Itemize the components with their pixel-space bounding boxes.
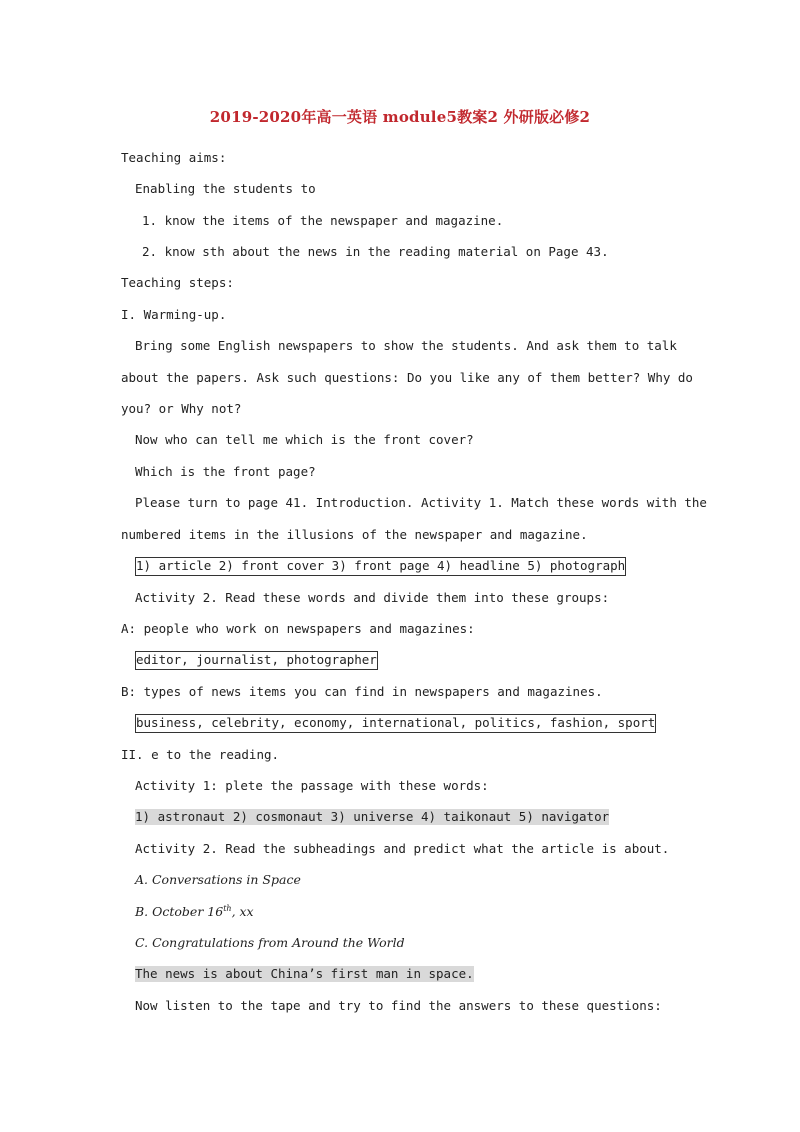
subheading: A. Conversations in Space xyxy=(135,872,301,887)
text-line: Now who can tell me which is the front cover? xyxy=(135,432,474,447)
group-label: A: people who work on newspapers and magazines: xyxy=(121,621,475,636)
text-line: Which is the front page? xyxy=(135,464,316,479)
text-line: Activity 2. Read these words and divide them into these groups: xyxy=(135,590,610,605)
text-line: Now listen to the tape and try to find the answers to these questions: xyxy=(135,998,662,1013)
word-list-shaded: 1) astronaut 2) cosmonaut 3) universe 4) taikonaut 5) navigator xyxy=(135,809,610,824)
paragraph-line: numbered items in the illusions of the newspaper and magazine. xyxy=(121,527,588,542)
paragraph-line: about the papers. Ask such questions: Do you like any of them better? Why do xyxy=(121,370,693,385)
subheading-text: B. October 16 xyxy=(135,904,224,919)
section-heading: I. Warming-up. xyxy=(121,307,227,322)
prediction-shaded: The news is about China’s first man in space. xyxy=(135,966,474,981)
section-heading: II. e to the reading. xyxy=(121,747,280,762)
text-line: Enabling the students to xyxy=(135,181,316,196)
subheading-text: , xx xyxy=(231,904,254,919)
aim-item: 1. know the items of the newspaper and magazine. xyxy=(142,213,504,228)
word-box: 1) article 2) front cover 3) front page 4) headline 5) photograph xyxy=(135,557,626,576)
word-box: business, celebrity, economy, international, politics, fashion, sport xyxy=(135,714,656,733)
subheading xyxy=(135,904,254,920)
text-line: Activity 2. Read the subheadings and predict what the article is about. xyxy=(135,841,670,856)
superscript: th xyxy=(223,903,232,913)
aim-item: 2. know sth about the news in the reading material on Page 43. xyxy=(142,244,609,259)
word-box: editor, journalist, photographer xyxy=(135,651,378,670)
paragraph-line: you? or Why not? xyxy=(121,401,242,416)
subheading: C. Congratulations from Around the World xyxy=(135,935,405,950)
teaching-steps-heading: Teaching steps: xyxy=(121,275,234,290)
teaching-aims-heading: Teaching aims: xyxy=(121,150,227,165)
group-label: B: types of news items you can find in newspapers and magazines. xyxy=(121,684,603,699)
paragraph-line: Please turn to page 41. Introduction. Activity 1. Match these words with the xyxy=(135,495,707,510)
text-line: Activity 1: plete the passage with these words: xyxy=(135,778,489,793)
paragraph-line: Bring some English newspapers to show the students. And ask them to talk xyxy=(135,338,677,353)
document-title: 2019-2020年高一英语 module5教案2 外研版必修2 xyxy=(209,108,591,126)
